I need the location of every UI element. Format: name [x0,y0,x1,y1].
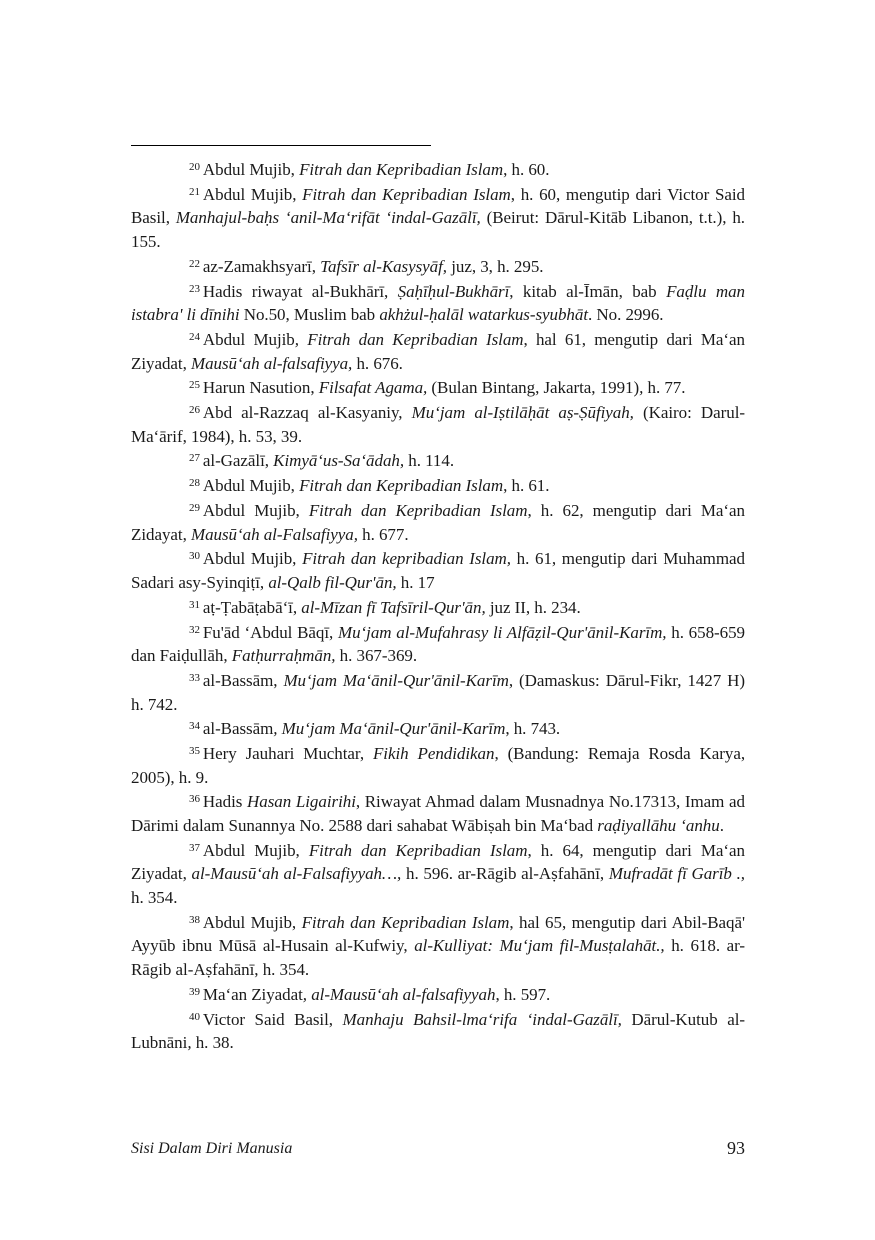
footnote-number: 33 [189,671,200,684]
footnote-text: , Riwayat Ahmad dalam Musnadnya No.17313, Imam ad Dārimi dalam Sunannya No. 2588 dari sahabat Wābiṣah bin Ma‘bad [131,792,745,836]
page-footer [131,1138,745,1164]
footnote-italic-text: Fikih Pendidikan [372,744,495,764]
footnote-italic-text: Mausū‘ah al-falsafiyya, [190,353,353,373]
footnote-italic-text: Tafsīr al-Kasysyāf, [320,256,447,276]
footnote-text: , h. 60, mengutip dari Victor Said Basil, [131,184,745,228]
footnote-number: 28 [189,477,200,490]
footnote-text: Fu'ād ‘Abdul Bāqī, [202,622,338,642]
footnote [131,1008,745,1055]
footnote-italic-text: , Fitrah dan Kepribadian Islam [294,329,524,349]
footnote [131,328,745,375]
footnote-text: h. 114. [404,451,455,471]
footnote [131,596,745,620]
footnote-number: 22 [189,257,200,270]
footnote-italic-text: , al-Mausū‘ah al-falsafiyyah [302,984,496,1004]
footnote-text: . No. 2996. [588,305,664,325]
footnote-italic-text: Fitrah dan Kepribadian Islam [299,476,504,496]
running-title: Sisi Dalam Diri Manusia [131,1140,293,1157]
footnote-text: Ma‘an Ziyadat [202,984,303,1004]
footnote-italic-text: raḍiyallāhu ‘anhu [597,816,720,836]
footnote-text: Abdul Mujib, [202,160,300,179]
footnote-italic-text: Manhaju Bahsil-lma‘rifa ‘indal-Gazālī, [342,1009,622,1029]
footnote-italic-text: Fitrah dan Kepribadian Islam [299,160,504,179]
footnote-number: 32 [189,623,200,636]
footnote-italic-text: Hasan Ligairihi [247,792,356,812]
footnote-text: juz, 3, h. 295. [447,256,544,276]
footnote [131,839,745,910]
footnote-text: , h. 64, mengutip dari Ma‘an Ziyadat, [131,840,745,884]
footnote-text: Abd al-Razzaq al-Kasyaniy, [202,403,412,423]
footnote-text: , h. 743. [505,719,561,739]
footnote-text: h. 596. ar-Rāgib al-Aṣfahānī, [401,864,609,884]
footnote-italic-text: Mu‘jam al-Iṣtilāḥāt aṣ-Ṣūfiyah, [411,403,634,423]
footnote-text: Abdul Mujib, [202,501,309,520]
footnote-text: h. 658-659 dan Faiḍullāh, [131,622,745,666]
footnote-text: , h. 597. [495,984,551,1004]
footnote-text: h. 676. [352,353,403,373]
footnote-italic-text: , [639,378,644,398]
footnote-italic-text: al-Kulliyat: Mu‘jam fil-Musṭalahāt., [414,936,665,956]
footnote-number: 38 [189,913,200,926]
footnote-separator-rule [131,145,431,146]
footnote [131,401,745,448]
footnote-text: Abdul Mujib, [202,184,303,204]
footnote-text: Hery Jauhari Muchtar, [202,744,373,764]
footnote-italic-text: Fitrah dan Kepribadian Islam [302,184,511,204]
footnote [131,183,745,254]
footnote-text: h. 77. [643,378,686,398]
footnote-text: No.50, Muslim bab [239,305,380,325]
footnote-italic-text: al-Qalb fil-Qur'ān, [268,572,397,592]
footnote-number: 21 [189,185,200,198]
footnote-text: Hadis [202,792,248,812]
footnote-text: , h. 60. [503,160,550,179]
footnote-text: , kitab al-Īmān, bab [509,281,667,301]
footnote-text: al-Bassām, [202,670,284,690]
footnote-italic-text: , Mu‘jam Ma‘ānil-Qur'ānil-Karīm [273,719,506,739]
footnote-italic-text: Mausū‘ah al-Falsafiyya, [190,524,358,544]
footnote-text: h. 354. [131,888,178,907]
footnote-text: az-Zamakhsyarī, [202,256,321,276]
footnote-text: Abdul Mujib [202,329,295,349]
footnote-text: , (Damaskus: Dārul-Fikr, 1427 H) h. 742. [131,670,745,714]
footnote-text: , hal 61, mengutip dari Ma‘an Ziyadat, [131,329,745,373]
footnote-text: Abdul Mujib, [202,840,309,860]
footnote [131,474,745,498]
footnote-italic-text: Mu‘jam al-Mufahrasy li Alfāẓil-Qur'ānil-Karīm, [337,622,667,642]
footnote [131,547,745,594]
footnote-number: 37 [189,841,200,854]
footnote-italic-text: Fatḥurraḥmān, [231,646,336,666]
footnote [131,499,745,546]
footnote [131,376,745,400]
footnote-text: al-Gazālī, [202,451,274,471]
footnote-text: , h. 62, mengutip dari Ma‘an Zidayat, [131,501,745,544]
footnote-italic-text: Fitrah dan Kepribadian Islam [301,912,510,932]
footnote-text: h. 367-369. [335,646,418,666]
footnote-text: h. 677. [357,524,409,544]
footnote-italic-text: Mu‘jam Ma‘ānil-Qur'ānil-Karīm [283,670,509,690]
footnote-number: 36 [189,793,200,806]
footnote [131,449,745,473]
footnote-number: 39 [189,985,200,998]
footnote-text: h. 61, mengutip dari Muhammad Sadari asy-Syinqiṭī, [131,549,745,592]
footnote [131,621,745,668]
footnotes-section [131,158,745,1056]
footnote-text: (Bulan Bintang, Jakarta, 1991) [427,378,640,398]
footnote-italic-text: al-Mīzan fī Tafsīril-Qur'ān, [301,597,486,617]
footnote-text: Abdul Mujib, [202,549,303,569]
footnote-text: Dārul-Kutub al-Lubnāni [131,1009,745,1053]
footnote-italic-text: Ṣaḥīḥul-Bukhārī [397,281,510,301]
footnote-text: , h. 61. [503,476,550,496]
footnote-italic-text: Kimyā‘us-Sa‘ādah, [273,451,405,471]
footnote-italic-text: , [187,1033,192,1053]
footnote-text: al-Bassām [202,719,274,739]
footnote-number: 31 [189,598,200,611]
footnote-text: , (Bandung: Remaja Rosda Karya, 2005), h. 9. [131,744,746,787]
footnote-text: Victor Said Basil, [202,1009,343,1029]
footnote-italic-text: Fitrah dan Kepribadian Islam [308,840,528,860]
footnote-italic-text: Fitrah dan Kepribadian Islam [308,501,528,520]
footnote [131,911,745,982]
page-number: 93 [727,1138,745,1158]
footnote-text: Abdul Mujib, [202,912,302,932]
footnote-text: (Beirut: Dārul-Kitāb Libanon, t.t.), h. 155. [131,208,746,251]
footnote-number: 35 [189,745,200,758]
footnote [131,669,745,716]
footnote [131,717,745,741]
footnote [131,158,745,182]
footnote-text: juz II, h. 234. [485,597,581,617]
footnote-text: (Kairo: Darul-Ma‘ārif, 1984), h. 53, 39. [131,403,745,446]
footnote-italic-text: Manhajul-baḥs ‘anil-Ma‘rifāt ‘indal-Gazālī, [175,208,481,228]
footnote [131,790,745,837]
footnote-number: 34 [189,720,200,733]
footnote-number: 30 [189,550,200,563]
footnote-number: 40 [189,1010,200,1023]
footnote-text: aṭ-Ṭabāṭabā‘ī, [202,597,302,617]
footnote-number: 24 [189,330,200,343]
footnote-text: h. 38. [191,1033,234,1053]
footnote-number: 20 [189,161,200,173]
footnote-text: , hal 65, mengutip dari Abil-Baqā' Ayyūb ibnu Mūsā al-Husain al-Kufwiy, [131,912,745,956]
footnote-text: Hadis riwayat al-Bukhārī, [202,281,398,301]
footnote-italic-text: Fitrah dan kepribadian Islam, [302,549,511,569]
footnote-italic-text: Mufradāt fī Garīb ., [608,864,745,884]
footnote-number: 27 [189,452,200,465]
footnote-text: h. 618. ar-Rāgib al-Aṣfahānī, h. 354. [131,936,745,979]
footnote [131,280,745,327]
footnote [131,742,745,789]
footnote-text: . [719,816,724,836]
footnote-text: h. 17 [396,572,435,592]
footnote [131,255,745,279]
footnote-italic-text: al-Mausū‘ah al-Falsafiyyah…, [191,864,402,884]
footnote-number: 23 [189,282,200,295]
footnote-text: Harun Nasution, [202,378,319,398]
footnote-number: 25 [189,379,200,392]
footnote-text: Abdul Mujib, [202,476,300,496]
footnote-italic-text: Filsafat Agama, [318,378,428,398]
footnote-number: 29 [189,502,200,514]
footnote-italic-text: akhżul-ḥalāl watarkus-syubhāt [379,305,588,325]
footnote-number: 26 [189,404,200,417]
footnote-italic-text: Faḍlu man istabra' li dīnihi [131,281,745,325]
footnote [131,983,745,1007]
